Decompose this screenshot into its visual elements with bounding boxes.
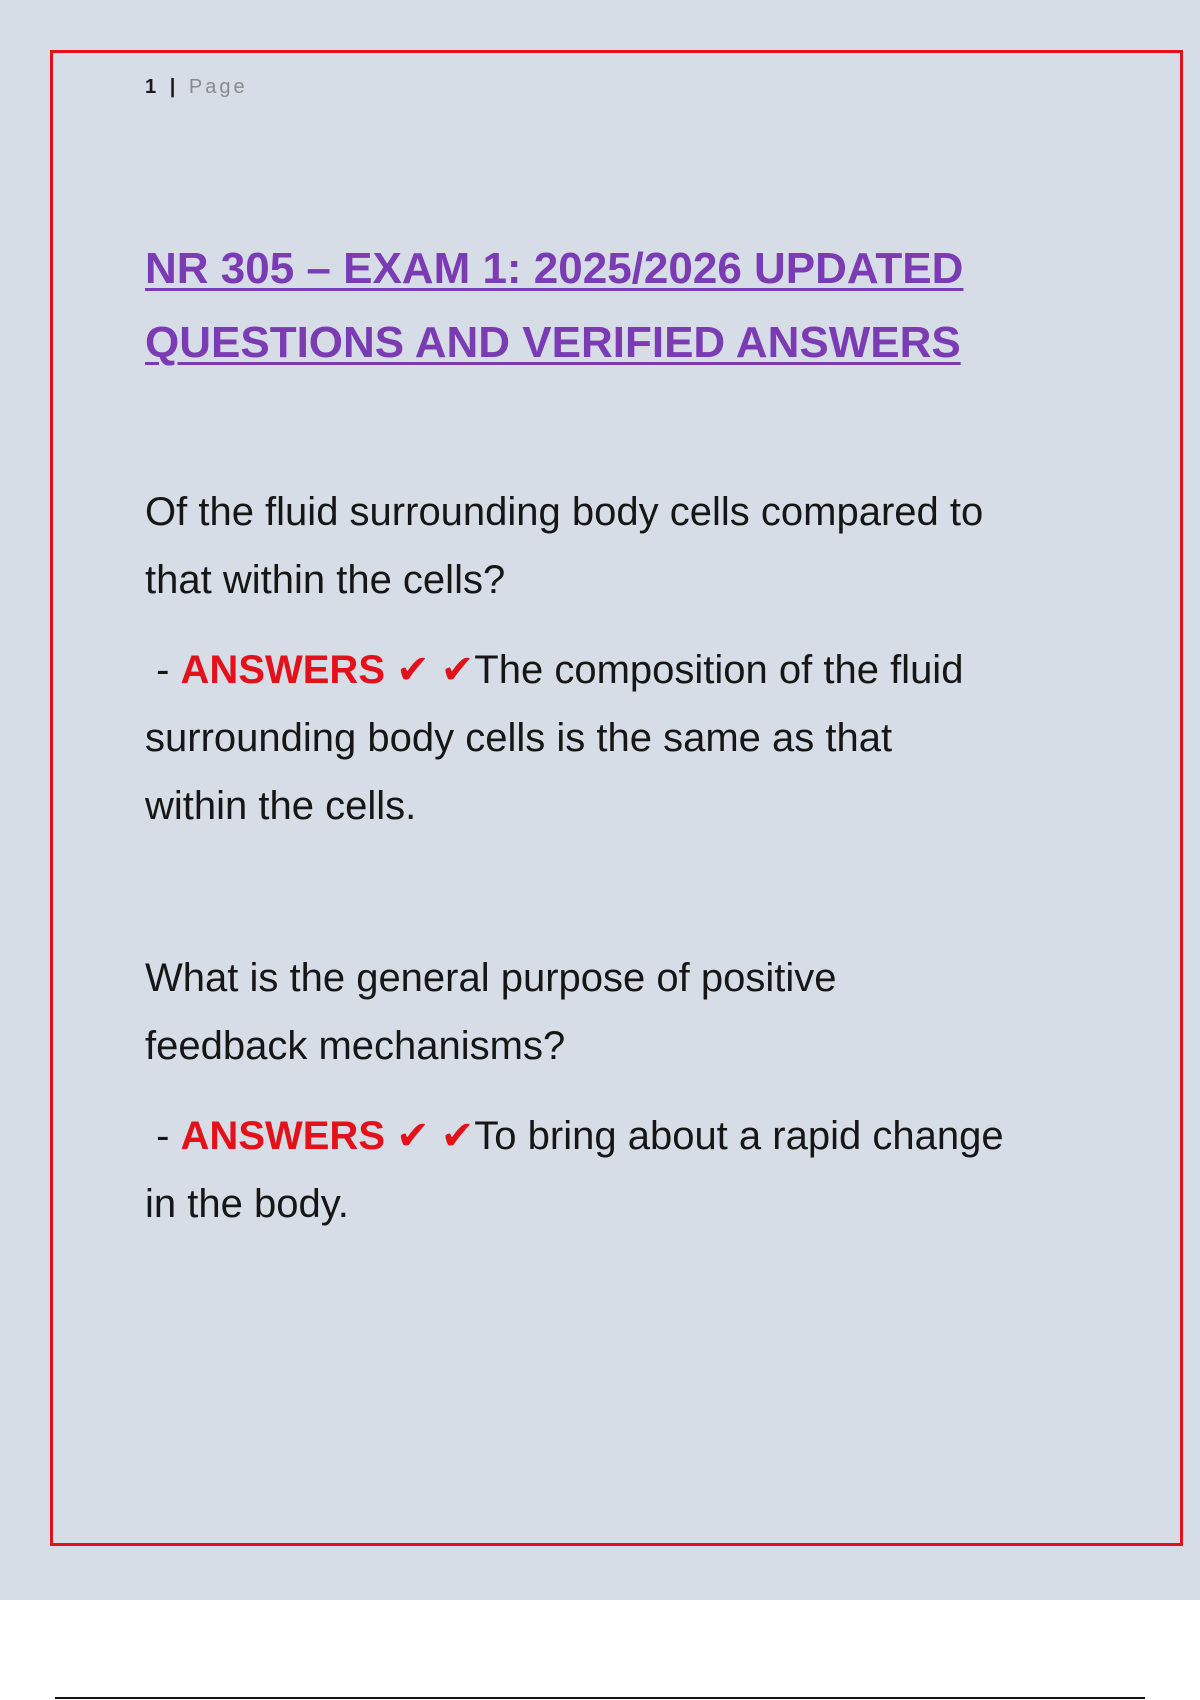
page-word: Page [188, 76, 248, 98]
question-1-line-1: Of the fluid surrounding body cells compared to [145, 490, 984, 534]
answer-2 [145, 1102, 1105, 1238]
double-check-icon: ✔ ✔ [396, 648, 475, 692]
title-line-1: NR 305 – EXAM 1: 2025/2026 UPDATED [145, 244, 964, 293]
answer-1-line-2: surrounding body cells is the same as that [145, 716, 893, 760]
page-number: 1 [145, 76, 160, 98]
question-2-line-1: What is the general purpose of positive [145, 956, 837, 1000]
answer-1-line-3: within the cells. [145, 784, 417, 828]
answer-2-line-2: in the body. [145, 1182, 349, 1226]
double-check-icon: ✔ ✔ [396, 1114, 475, 1158]
answer-2-label: ANSWERS [180, 1114, 385, 1158]
answer-1-label: ANSWERS [180, 648, 385, 692]
question-2-line-2: feedback mechanisms? [145, 1024, 566, 1068]
title-line-2: QUESTIONS AND VERIFIED ANSWERS [145, 318, 961, 367]
answer-1-line-1: The composition of the fluid [474, 648, 964, 692]
answer-1-prefix: - [145, 648, 181, 692]
footer-divider [55, 1697, 1145, 1699]
page-number-header [145, 76, 248, 99]
page-number-separator: | [169, 76, 179, 98]
question-2 [145, 944, 1105, 1080]
answer-1 [145, 636, 1105, 840]
question-1 [145, 478, 1105, 614]
answer-2-line-1: To bring about a rapid change [474, 1114, 1004, 1158]
document-title [145, 232, 1105, 380]
answer-2-prefix: - [145, 1114, 181, 1158]
question-1-line-2: that within the cells? [145, 558, 506, 602]
